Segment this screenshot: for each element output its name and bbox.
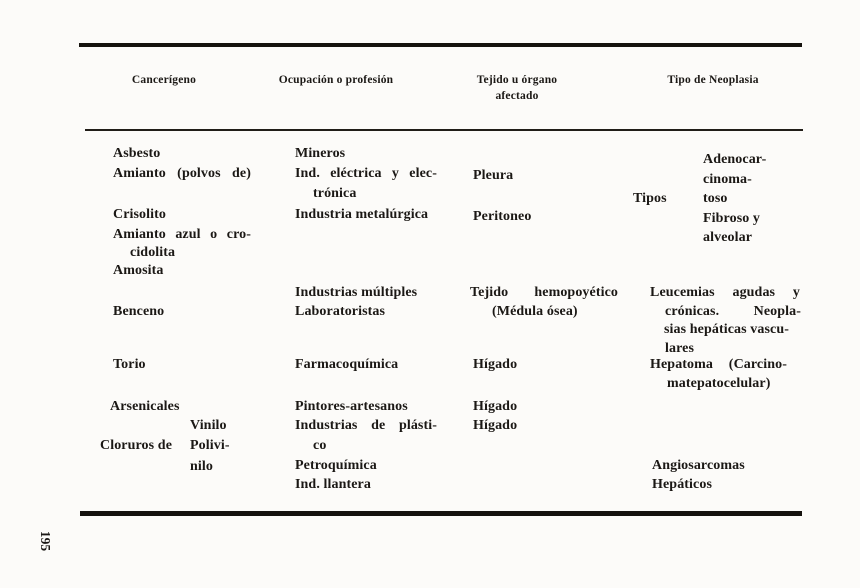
cell-torio: Torio <box>113 357 146 372</box>
page-number: 195 <box>38 530 53 552</box>
cell-multiples: Industrias múltiples <box>295 285 418 300</box>
cell-petroquimica: Petroquímica <box>295 458 377 473</box>
column-header-ocupacion: Ocupación o profesión <box>278 74 394 86</box>
column-header-cancerigeno: Cancerígeno <box>131 74 197 86</box>
cell-farmacoquimica: Farmacoquímica <box>295 357 399 372</box>
cell-leucemias-4: lares <box>665 341 695 356</box>
cell-mineros: Mineros <box>295 146 346 161</box>
table-top-rule <box>79 43 802 47</box>
column-header-neoplasia: Tipo de Neoplasia <box>667 74 759 86</box>
cell-hepaticos: Hepáticos <box>652 477 713 492</box>
column-header-tejido-line2: afectado <box>495 90 539 102</box>
cell-higado-3: Hígado <box>473 418 518 433</box>
cell-plastico: Industrias de plásti- <box>295 418 437 433</box>
cell-nilo: nilo <box>190 459 213 474</box>
cell-angiosarcomas: Angiosarcomas <box>652 458 745 473</box>
cell-adenocar-1: Adenocar- <box>703 152 767 167</box>
cell-amianto-azul: Amianto azul o cro- <box>113 227 251 242</box>
cell-leucemias-2: crónicas. Neopla- <box>665 304 801 319</box>
cell-cloruros-de: Cloruros de <box>100 438 173 453</box>
cell-higado-1: Hígado <box>473 357 518 372</box>
cell-arsenicales: Arsenicales <box>110 399 180 414</box>
cell-adenocar-2: cinoma- <box>703 172 752 187</box>
cell-tipos: Tipos <box>633 191 667 206</box>
cell-laboratoristas: Laboratoristas <box>295 304 386 319</box>
cell-benceno: Benceno <box>113 304 165 319</box>
cell-amianto-polvos: Amianto (polvos de) <box>113 166 251 181</box>
cell-hepatoma-2: matepatocelular) <box>667 376 771 391</box>
cell-medula: (Médula ósea) <box>492 304 578 319</box>
cell-amosita: Amosita <box>113 263 164 278</box>
cell-peritoneo: Peritoneo <box>473 209 532 224</box>
cell-pintores: Pintores-artesanos <box>295 399 408 414</box>
column-header-tejido-line1: Tejido u órgano <box>476 74 558 86</box>
table-bottom-rule <box>80 511 802 516</box>
cell-hepatoma-1: Hepatoma (Carcino- <box>650 357 787 372</box>
cell-pleura: Pleura <box>473 168 514 183</box>
cell-llantera: Ind. llantera <box>295 477 371 492</box>
cell-leucemias-3: sias hepáticas vascu- <box>664 322 789 337</box>
cell-ind-electrica: Ind. eléctrica y elec- <box>295 166 437 181</box>
cell-hemopoyetico: Tejido hemopoyético <box>470 285 618 300</box>
cell-amianto-azul-cont: cidolita <box>130 245 176 260</box>
cell-fibroso-2: alveolar <box>703 230 753 245</box>
cell-leucemias-1: Leucemias agudas y <box>650 285 800 300</box>
cell-fibroso-1: Fibroso y <box>703 211 761 226</box>
cell-plastico-cont: co <box>313 438 327 453</box>
cell-adenocar-3: toso <box>703 191 728 206</box>
cell-higado-2: Hígado <box>473 399 518 414</box>
table-header-rule <box>85 129 803 131</box>
cell-asbesto: Asbesto <box>113 146 161 161</box>
cell-vinilo: Vinilo <box>190 418 227 433</box>
cell-ind-electrica-cont: trónica <box>313 186 357 201</box>
cell-crisolito: Crisolito <box>113 207 167 222</box>
cell-polivi: Polivi- <box>190 438 230 453</box>
cell-metalurgica: Industria metalúrgica <box>295 207 429 222</box>
